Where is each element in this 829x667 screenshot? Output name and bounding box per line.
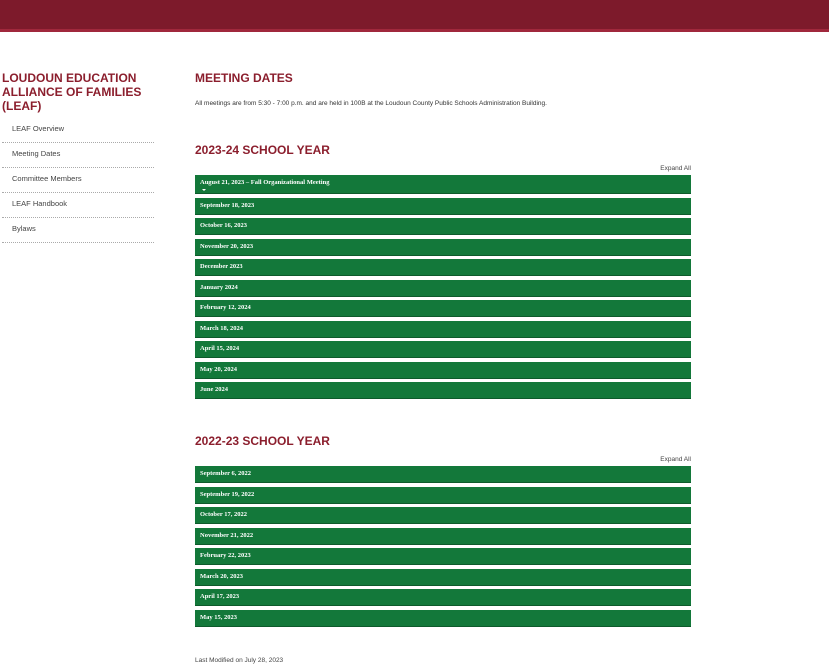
accordion-item-label: January 2024: [200, 283, 238, 291]
school-year-section-2022-23: [195, 434, 691, 630]
main-content: [195, 71, 691, 109]
accordion-item-label: June 2024: [200, 386, 228, 393]
sidebar: [2, 71, 154, 244]
accordion-item-label: March 18, 2024: [200, 324, 244, 332]
accordion-item[interactable]: [195, 507, 691, 524]
accordion-item[interactable]: [195, 175, 691, 194]
accordion-item[interactable]: [195, 548, 691, 565]
last-modified-text: Last Modified on July 28, 2023: [195, 657, 284, 664]
expand-all-link[interactable]: Expand All: [660, 165, 691, 172]
accordion-item-label: February 12, 2024: [200, 304, 251, 311]
accordion-item-label: October 16, 2023: [200, 222, 247, 229]
sidebar-title: LOUDOUN EDUCATION ALLIANCE OF FAMILIES (LEAF): [2, 71, 142, 113]
accordion-item[interactable]: [195, 610, 691, 627]
accordion-item[interactable]: [195, 487, 691, 504]
accordion-item-label: March 20, 2023: [200, 572, 244, 580]
meeting-accordion: [195, 466, 691, 627]
accordion-item-label: September 19, 2022: [200, 490, 255, 498]
section-title: 2022-23 SCHOOL YEAR: [195, 434, 330, 448]
sidebar-item-committee-members[interactable]: Committee Members: [2, 169, 154, 193]
accordion-item[interactable]: [195, 321, 691, 338]
chevron-down-icon: [202, 189, 206, 191]
school-year-section-2023-24: [195, 143, 691, 403]
accordion-item-label: November 21, 2022: [200, 531, 254, 539]
accordion-item[interactable]: [195, 569, 691, 586]
meeting-accordion: [195, 175, 691, 399]
accordion-item[interactable]: [195, 466, 691, 483]
expand-all-link[interactable]: Expand All: [660, 456, 691, 463]
accordion-item-label: December 2023: [200, 263, 243, 270]
accordion-item[interactable]: [195, 528, 691, 545]
accordion-item[interactable]: [195, 280, 691, 297]
accordion-item-label: April 17, 2023: [200, 593, 240, 600]
sidebar-item-bylaws[interactable]: Bylaws: [2, 219, 154, 243]
section-title: 2023-24 SCHOOL YEAR: [195, 143, 330, 157]
sidebar-item-leaf-overview[interactable]: LEAF Overview: [2, 119, 154, 143]
accordion-item-label: August 21, 2023 – Fall Organizational Meeting: [200, 179, 330, 186]
intro-text: All meetings are from 5:30 - 7:00 p.m. and are held in 100B at the Loudoun County Public Schools Administration Building.: [195, 100, 547, 107]
accordion-item[interactable]: [195, 198, 691, 215]
accordion-item[interactable]: [195, 341, 691, 358]
accordion-item[interactable]: [195, 218, 691, 235]
accordion-item[interactable]: [195, 382, 691, 399]
accordion-item-label: November 20, 2023: [200, 242, 254, 250]
top-banner: [0, 0, 829, 32]
accordion-item-label: May 15, 2023: [200, 613, 238, 621]
accordion-item-label: April 15, 2024: [200, 345, 240, 352]
sidebar-item-leaf-handbook[interactable]: LEAF Handbook: [2, 194, 154, 218]
sidebar-nav: [2, 119, 154, 243]
accordion-item-label: September 6, 2022: [200, 470, 251, 477]
accordion-item-label: May 20, 2024: [200, 365, 238, 373]
accordion-item[interactable]: [195, 362, 691, 379]
accordion-item-label: February 22, 2023: [200, 552, 251, 559]
accordion-item[interactable]: [195, 589, 691, 606]
accordion-item[interactable]: [195, 259, 691, 276]
accordion-item-label: October 17, 2022: [200, 511, 247, 518]
sidebar-item-meeting-dates[interactable]: Meeting Dates: [2, 144, 154, 168]
accordion-item[interactable]: [195, 300, 691, 317]
accordion-item[interactable]: [195, 239, 691, 256]
accordion-item-label: September 18, 2023: [200, 201, 255, 209]
page-title: MEETING DATES: [195, 71, 293, 85]
